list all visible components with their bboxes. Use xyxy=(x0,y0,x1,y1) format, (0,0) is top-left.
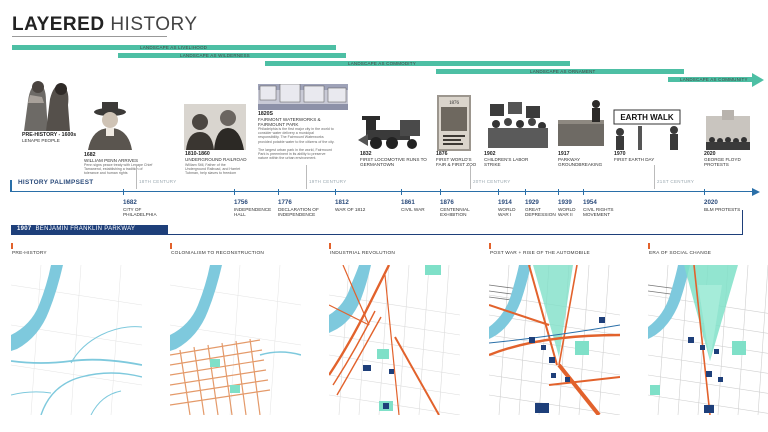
event-parkway-title: 1917 xyxy=(558,151,570,157)
century-18th: 18TH CENTURY xyxy=(139,179,177,184)
band-label-wilderness: LANDSCAPE AS WILDERNESS xyxy=(180,53,250,58)
map-title-industrial: INDUSTRIAL REVOLUTION xyxy=(330,251,396,256)
event-penn xyxy=(84,152,138,163)
worlds-fair-poster-image xyxy=(437,95,471,151)
parkway-name: BENJAMIN FRANKLIN PARKWAY xyxy=(35,226,136,232)
band-label-commodity: LANDSCAPE AS COMMODITY xyxy=(348,61,416,66)
map-postwar xyxy=(489,265,620,415)
event-earth-day-desc: FIRST EARTH DAY xyxy=(614,157,655,163)
map-title-social-change: ERA OF SOCIAL CHANGE xyxy=(649,251,712,256)
event-earth-day xyxy=(614,151,654,162)
event-labor-strike-desc: CHILDREN'S LABOR STRIKE xyxy=(484,157,529,168)
event-floyd-desc: GEORGE FLOYD PROTESTS xyxy=(704,157,741,168)
event-underground xyxy=(185,151,247,162)
event-waterworks-desc: FAIRMONT WATERWORKS & FAIRMOUNT PARK xyxy=(258,117,321,128)
event-waterworks-title: 1820S xyxy=(258,111,274,117)
map-marker-3 xyxy=(329,243,331,249)
timeline-desc-1914: WORLD WAR I xyxy=(498,207,516,218)
parkway-line xyxy=(11,234,743,235)
earth-day-image xyxy=(610,108,686,150)
event-penn-title: 1682 xyxy=(84,152,96,158)
timeline-desc-1682: CITY OF PHILADELPHIA xyxy=(123,207,157,218)
event-underground-title: 1810-1860 xyxy=(185,151,210,157)
lenape-people-image xyxy=(18,77,74,131)
timeline-year-2020: 2020 xyxy=(704,199,718,206)
parkway-groundbreaking-image xyxy=(558,98,610,148)
map-marker-1 xyxy=(11,243,13,249)
event-labor-strike-title: 1902 xyxy=(484,151,496,157)
event-penn-desc: WILLIAM PENN ARRIVES xyxy=(84,158,139,164)
event-labor-strike xyxy=(484,151,532,168)
earth-walk-sign: EARTH WALK xyxy=(620,113,674,122)
map-title-prehistory: PRE-HISTORY xyxy=(12,251,47,256)
century-divider-1 xyxy=(136,165,137,189)
map-title-colonialism: COLONIALISM TO RECONSTRUCTION xyxy=(171,251,265,256)
event-floyd-title: 2020 xyxy=(704,151,716,157)
timeline-tick-1776 xyxy=(278,189,279,195)
century-21st: 21ST CENTURY xyxy=(657,179,695,184)
band-label-ornament: LANDSCAPE AS ORNAMENT xyxy=(530,69,596,74)
band-label-livelihood: LANDSCAPE AS LIVELIHOOD xyxy=(140,45,208,50)
timeline-year-1756: 1756 xyxy=(234,199,248,206)
century-19th: 19TH CENTURY xyxy=(309,179,347,184)
map-marker-4 xyxy=(489,243,491,249)
event-locomotive-title: 1832 xyxy=(360,151,372,157)
labor-strike-image xyxy=(482,100,552,148)
timeline-tick-1939 xyxy=(558,189,559,195)
map-marker-5 xyxy=(648,243,650,249)
timeline-year-1812: 1812 xyxy=(335,199,349,206)
underground-railroad-image xyxy=(184,104,246,150)
event-worlds-fair xyxy=(436,151,480,168)
timeline-year-1861: 1861 xyxy=(401,199,415,206)
band-arrow-icon xyxy=(752,73,764,87)
timeline-year-1929: 1929 xyxy=(525,199,539,206)
event-lenape-desc: LENAPE PEOPLE xyxy=(22,138,60,144)
event-parkway xyxy=(558,151,606,168)
century-divider-4 xyxy=(654,165,655,189)
event-penn-note: Penn signs peace treaty with Lenape Chief Tamanend, establishing a tradition of tolerance and human rights xyxy=(84,163,153,176)
timeline-tick-1861 xyxy=(401,189,402,195)
map-social-change xyxy=(648,265,768,415)
timeline-arrow-icon xyxy=(752,188,760,196)
timeline-desc-1861: CIVIL WAR xyxy=(401,207,425,212)
event-underground-note: William Still, Father of the Underground Railroad, and Harriet Tubman, help slaves to freedom xyxy=(185,163,241,176)
event-locomotive xyxy=(360,151,430,168)
event-underground-desc: UNDERGROUND RAILROAD xyxy=(185,157,247,163)
parkway-end-marker xyxy=(742,210,743,234)
timeline-tick-1756 xyxy=(234,189,235,195)
timeline-desc-1929: GREAT DEPRESSION xyxy=(525,207,556,218)
event-waterworks-note2: The largest urban park in the world, Fairmount Park is preeminent in its ability to preserve nature within the urban environment. xyxy=(258,148,332,161)
title-light: HISTORY xyxy=(110,14,198,35)
title-bold: LAYERED xyxy=(12,14,105,35)
event-parkway-desc: PARKWAY GROUNDBREAKING xyxy=(558,157,603,168)
band-label-community: LANDSCAPE AS COMMUNITY xyxy=(680,77,748,82)
timeline-tick-1914 xyxy=(498,189,499,195)
map-industrial xyxy=(329,265,460,415)
title-underline xyxy=(12,36,167,37)
event-floyd xyxy=(704,151,744,168)
timeline-axis xyxy=(10,191,754,192)
timeline-desc-1876: CENTENNIAL EXHIBITION xyxy=(440,207,470,218)
timeline-desc-1812: WAR OF 1812 xyxy=(335,207,366,212)
timeline-tick-1812 xyxy=(335,189,336,195)
locomotive-image xyxy=(358,112,428,150)
event-waterworks xyxy=(258,111,338,128)
timeline-desc-1954: CIVIL RIGHTS MOVEMENT xyxy=(583,207,614,218)
timeline-year-1939: 1939 xyxy=(558,199,572,206)
timeline-tick-1876 xyxy=(440,189,441,195)
page-title xyxy=(12,14,198,36)
timeline-tick-2020 xyxy=(704,189,705,195)
event-worlds-fair-desc: FIRST WORLD'S FAIR & FIRST ZOO xyxy=(436,157,477,168)
event-earth-day-title: 1970 xyxy=(614,151,626,157)
timeline-year-1914: 1914 xyxy=(498,199,512,206)
event-lenape-title: PRE-HISTORY - 1600s xyxy=(22,132,77,138)
map-prehistory xyxy=(11,265,142,415)
parkway-label xyxy=(17,226,135,232)
timeline-year-1776: 1776 xyxy=(278,199,292,206)
event-waterworks-note: Philadelphia is the first major city in the world to consider water delivery a municipal responsibility. The Fairmount Waterworks provided potable water to the citizens of the city. xyxy=(258,127,335,144)
event-worlds-fair-title: 1876 xyxy=(436,151,448,157)
timeline-tick-1954 xyxy=(583,189,584,195)
george-floyd-protest-image xyxy=(704,110,752,150)
timeline-desc-2020: BLM PROTESTS xyxy=(704,207,741,212)
century-divider-3 xyxy=(470,165,471,189)
waterworks-image xyxy=(258,84,348,110)
band-commodity xyxy=(265,61,570,66)
map-marker-2 xyxy=(170,243,172,249)
timeline-label: HISTORY PALIMPSEST xyxy=(18,179,94,186)
timeline-year-1682: 1682 xyxy=(123,199,137,206)
parkway-year: 1907 xyxy=(17,226,32,232)
century-divider-2 xyxy=(306,165,307,189)
timeline-tick-1682 xyxy=(123,189,124,195)
event-lenape xyxy=(22,132,76,143)
poster-year: 1876 xyxy=(449,101,459,106)
map-title-postwar: POST WAR + RISE OF THE AUTOMOBILE xyxy=(490,251,590,256)
event-locomotive-desc: FIRST LOCOMOTIVE RUNS TO GERMANTOWN xyxy=(360,157,427,168)
timeline-year-1876: 1876 xyxy=(440,199,454,206)
timeline-year-1954: 1954 xyxy=(583,199,597,206)
william-penn-image xyxy=(86,100,132,150)
timeline-desc-1756: INDEPENDENCE HALL xyxy=(234,207,272,218)
timeline-desc-1776: DECLARATION OF INDEPENDENCE xyxy=(278,207,319,218)
timeline-tick-1929 xyxy=(525,189,526,195)
century-20th: 20TH CENTURY xyxy=(473,179,511,184)
timeline-desc-1939: WORLD WAR II xyxy=(558,207,576,218)
map-colonialism xyxy=(170,265,301,415)
